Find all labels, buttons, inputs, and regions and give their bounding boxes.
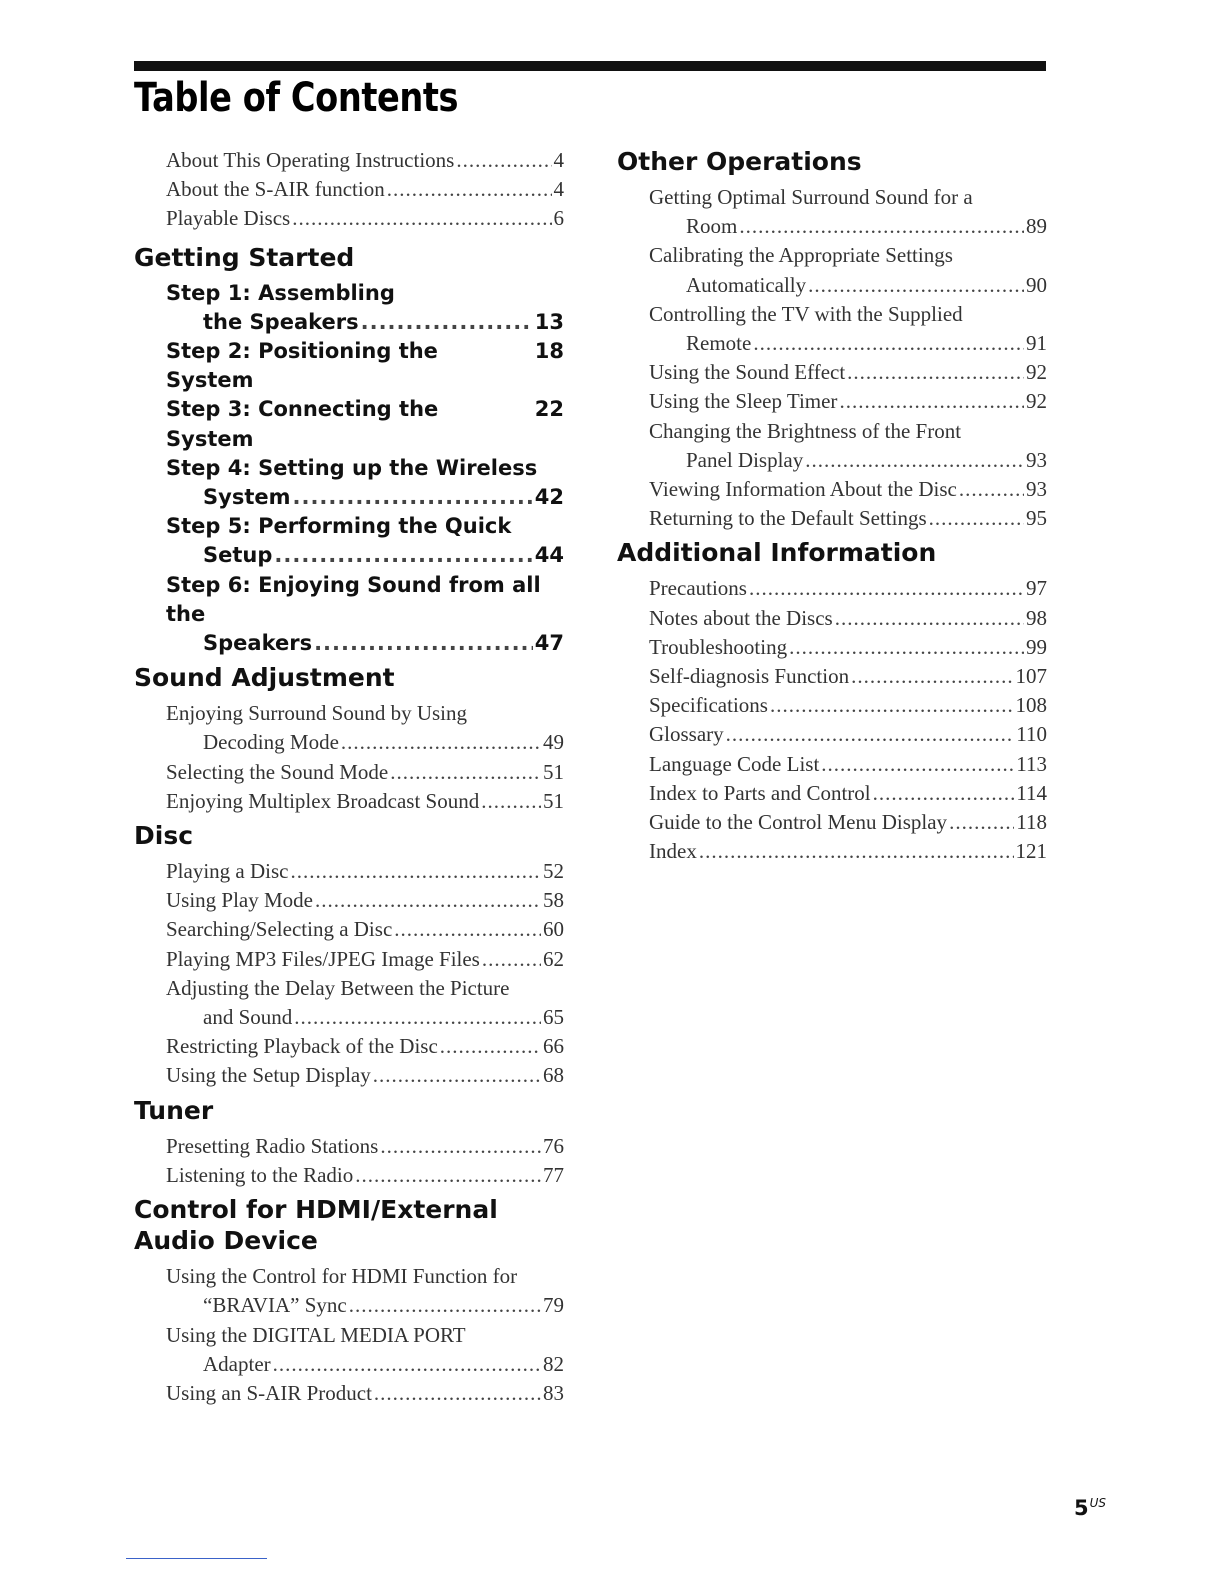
leader-dots bbox=[387, 175, 552, 204]
toc-entry[interactable]: Using the Sleep Timer ..... 92 bbox=[649, 387, 1047, 416]
leader-dots bbox=[380, 1132, 541, 1161]
leader-dots bbox=[273, 1350, 541, 1379]
leader-dots bbox=[440, 1032, 541, 1061]
section-other-operations bbox=[617, 142, 1047, 533]
leader-dots bbox=[808, 271, 1024, 300]
leader-dots bbox=[789, 633, 1024, 662]
toc-entry[interactable]: Using the DIGITAL MEDIA PORT Adapter ..... 82 bbox=[166, 1321, 564, 1379]
toc-entry[interactable]: Presetting Radio Stations ..... 76 bbox=[166, 1132, 564, 1161]
toc-entry[interactable]: Using an S-AIR Product ..... 83 bbox=[166, 1379, 564, 1408]
section-title: Disc bbox=[134, 821, 194, 851]
toc-entry[interactable]: Specifications ..... 108 bbox=[649, 691, 1047, 720]
leader-dots bbox=[315, 886, 541, 915]
toc-entry[interactable]: Using the Setup Display ..... 68 bbox=[166, 1061, 564, 1090]
leader-dots bbox=[482, 945, 541, 974]
leader-dots bbox=[739, 212, 1024, 241]
section-title: Control for HDMI/External Audio Device bbox=[134, 1195, 498, 1256]
bottom-line bbox=[126, 1558, 267, 1559]
leader-dots bbox=[770, 691, 1014, 720]
section-sound-adjustment bbox=[134, 658, 564, 816]
left-column bbox=[134, 142, 564, 1408]
toc-entry[interactable]: Selecting the Sound Mode ..... 51 bbox=[166, 758, 564, 787]
section-title: Tuner bbox=[134, 1095, 214, 1125]
section-title: Getting Started bbox=[134, 242, 355, 272]
toc-entry[interactable]: Step 5: Performing the Quick Setup ..... 44 bbox=[166, 512, 564, 570]
toc-entry[interactable]: Step 4: Setting up the Wireless System ..... 42 bbox=[166, 454, 564, 512]
toc-entry[interactable]: Guide to the Control Menu Display ..... 118 bbox=[649, 808, 1047, 837]
leader-dots bbox=[481, 787, 541, 816]
leader-dots bbox=[314, 629, 533, 658]
toc-entry[interactable]: Enjoying Multiplex Broadcast Sound ..... 51 bbox=[166, 787, 564, 816]
toc-entry[interactable]: About the S-AIR function ..... 4 bbox=[166, 175, 564, 204]
section-disc bbox=[134, 816, 564, 1091]
leader-dots bbox=[835, 604, 1024, 633]
toc-entry[interactable]: Using Play Mode ..... 58 bbox=[166, 886, 564, 915]
toc-entry[interactable]: Playing MP3 Files/JPEG Image Files ..... 62 bbox=[166, 945, 564, 974]
section-title: Sound Adjustment bbox=[134, 663, 395, 693]
toc-entry[interactable]: Notes about the Discs ..... 98 bbox=[649, 604, 1047, 633]
toc-entry[interactable]: Using the Control for HDMI Function for “BRAVIA” Sync ..... 79 bbox=[166, 1262, 564, 1320]
leader-dots bbox=[847, 358, 1024, 387]
right-column bbox=[617, 142, 1047, 866]
toc-entry[interactable]: Step 2: Positioning the System 18 bbox=[166, 339, 564, 393]
toc-entry[interactable]: About This Operating Instructions ..... 4 bbox=[166, 146, 564, 175]
toc-entry[interactable]: Self-diagnosis Function ..... 107 bbox=[649, 662, 1047, 691]
toc-entry[interactable]: Enjoying Surround Sound by Using Decoding Mode ..... 49 bbox=[166, 699, 564, 757]
section-title: Additional Information bbox=[617, 538, 937, 568]
leader-dots bbox=[292, 204, 551, 233]
leader-dots bbox=[456, 146, 551, 175]
toc-entry[interactable]: Playing a Disc ..... 52 bbox=[166, 857, 564, 886]
section-additional-information bbox=[617, 533, 1047, 866]
intro-entries bbox=[134, 142, 564, 238]
toc-entry[interactable]: Getting Optimal Surround Sound for a Room ..... 89 bbox=[649, 183, 1047, 241]
leader-dots bbox=[274, 541, 532, 570]
toc-entry[interactable]: Viewing Information About the Disc ..... 93 bbox=[649, 475, 1047, 504]
leader-dots bbox=[349, 1291, 541, 1320]
section-tuner bbox=[134, 1091, 564, 1190]
toc-entry[interactable]: Step 1: Assembling the Speakers ..... 13 bbox=[166, 279, 564, 337]
leader-dots bbox=[949, 808, 1014, 837]
leader-dots bbox=[390, 758, 541, 787]
leader-dots bbox=[726, 720, 1015, 749]
section-getting-started bbox=[134, 238, 564, 659]
leader-dots bbox=[341, 728, 541, 757]
toc-entry[interactable]: Index to Parts and Control ..... 114 bbox=[649, 779, 1047, 808]
toc-entry[interactable]: Calibrating the Appropriate Settings Automatically ..... 90 bbox=[649, 241, 1047, 299]
top-rule bbox=[134, 61, 1046, 71]
toc-entry[interactable]: Adjusting the Delay Between the Picture and Sound ..... 65 bbox=[166, 974, 564, 1032]
leader-dots bbox=[294, 1003, 541, 1032]
leader-dots bbox=[749, 574, 1024, 603]
leader-dots bbox=[929, 504, 1024, 533]
page-number: $5^{US}$ bbox=[1074, 1496, 1107, 1520]
toc-entry[interactable]: Language Code List ..... 113 bbox=[649, 750, 1047, 779]
toc-entry[interactable]: Index ..... 121 bbox=[649, 837, 1047, 866]
leader-dots bbox=[290, 857, 541, 886]
leader-dots bbox=[361, 308, 533, 337]
leader-dots bbox=[374, 1379, 541, 1408]
leader-dots bbox=[805, 446, 1024, 475]
section-control-hdmi bbox=[134, 1190, 564, 1408]
toc-entry[interactable]: Step 3: Connecting the System 22 bbox=[166, 397, 564, 451]
toc-entry[interactable]: Troubleshooting ..... 99 bbox=[649, 633, 1047, 662]
page-title: Table of Contents bbox=[134, 75, 459, 121]
leader-dots bbox=[839, 387, 1024, 416]
leader-dots bbox=[355, 1161, 541, 1190]
leader-dots bbox=[394, 915, 541, 944]
toc-entry[interactable]: Using the Sound Effect ..... 92 bbox=[649, 358, 1047, 387]
toc-entry[interactable]: Playable Discs ..... 6 bbox=[166, 204, 564, 233]
leader-dots bbox=[373, 1061, 541, 1090]
leader-dots bbox=[699, 837, 1014, 866]
toc-entry[interactable]: Returning to the Default Settings ..... 95 bbox=[649, 504, 1047, 533]
toc-entry[interactable]: Listening to the Radio ..... 77 bbox=[166, 1161, 564, 1190]
leader-dots bbox=[753, 329, 1024, 358]
leader-dots bbox=[292, 483, 532, 512]
leader-dots bbox=[851, 662, 1013, 691]
leader-dots bbox=[821, 750, 1014, 779]
page-suffix: US bbox=[1089, 1496, 1107, 1510]
leader-dots bbox=[959, 475, 1024, 504]
toc-entry[interactable]: Precautions ..... 97 bbox=[649, 574, 1047, 603]
section-title: Other Operations bbox=[617, 147, 862, 176]
toc-entry[interactable]: Controlling the TV with the Supplied Remote ..... 91 bbox=[649, 300, 1047, 358]
toc-entry[interactable]: Changing the Brightness of the Front Panel Display ..... 93 bbox=[649, 417, 1047, 475]
toc-entry[interactable]: Searching/Selecting a Disc ..... 60 bbox=[166, 915, 564, 944]
toc-entry[interactable]: Glossary ..... 110 bbox=[649, 720, 1047, 749]
leader-dots bbox=[873, 779, 1015, 808]
toc-entry[interactable]: Restricting Playback of the Disc ..... 66 bbox=[166, 1032, 564, 1061]
toc-entry[interactable]: Step 6: Enjoying Sound from all the Speakers ..... 47 bbox=[166, 571, 564, 659]
